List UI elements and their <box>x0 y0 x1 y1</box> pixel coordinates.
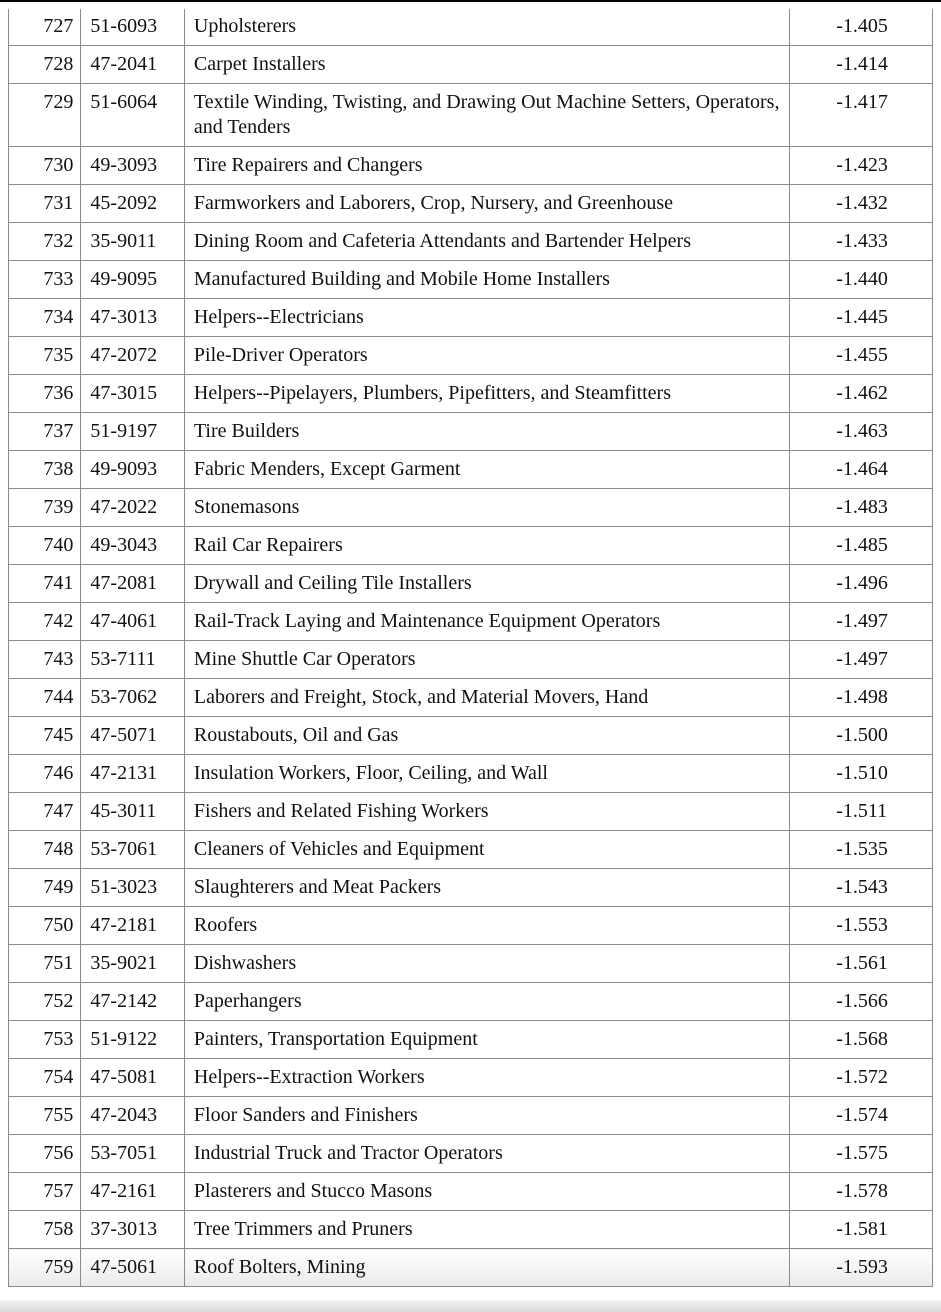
soc-code-cell: 47-3013 <box>81 299 184 337</box>
table-row <box>9 755 933 793</box>
soc-code-cell: 47-2072 <box>81 337 184 375</box>
score-cell: -1.566 <box>790 983 933 1021</box>
occupation-title-cell: Fishers and Related Fishing Workers <box>184 793 789 831</box>
soc-code-cell: 47-2081 <box>81 565 184 603</box>
occupation-title-cell: Tree Trimmers and Pruners <box>184 1211 789 1249</box>
occupation-title-cell: Insulation Workers, Floor, Ceiling, and Wall <box>184 755 789 793</box>
rank-cell: 730 <box>9 147 81 185</box>
table-row <box>9 337 933 375</box>
occupation-title-cell: Rail Car Repairers <box>184 527 789 565</box>
score-cell: -1.578 <box>790 1173 933 1211</box>
table-row <box>9 147 933 185</box>
rank-cell: 758 <box>9 1211 81 1249</box>
occupation-title-cell: Roustabouts, Oil and Gas <box>184 717 789 755</box>
occupation-title-cell: Dishwashers <box>184 945 789 983</box>
rank-cell: 736 <box>9 375 81 413</box>
table-row <box>9 983 933 1021</box>
score-cell: -1.405 <box>790 9 933 46</box>
table-row <box>9 84 933 147</box>
soc-code-cell: 51-3023 <box>81 869 184 907</box>
rank-cell: 755 <box>9 1097 81 1135</box>
rank-cell: 733 <box>9 261 81 299</box>
rank-cell: 757 <box>9 1173 81 1211</box>
rank-cell: 734 <box>9 299 81 337</box>
soc-code-cell: 47-2142 <box>81 983 184 1021</box>
rank-cell: 750 <box>9 907 81 945</box>
table-row <box>9 869 933 907</box>
rank-cell: 754 <box>9 1059 81 1097</box>
table-row <box>9 793 933 831</box>
soc-code-cell: 47-2181 <box>81 907 184 945</box>
rank-cell: 745 <box>9 717 81 755</box>
soc-code-cell: 53-7062 <box>81 679 184 717</box>
soc-code-cell: 37-3013 <box>81 1211 184 1249</box>
occupation-title-cell: Fabric Menders, Except Garment <box>184 451 789 489</box>
soc-code-cell: 49-3043 <box>81 527 184 565</box>
score-cell: -1.455 <box>790 337 933 375</box>
soc-code-cell: 49-9095 <box>81 261 184 299</box>
score-cell: -1.553 <box>790 907 933 945</box>
rank-cell: 751 <box>9 945 81 983</box>
table-row <box>9 1059 933 1097</box>
score-cell: -1.568 <box>790 1021 933 1059</box>
soc-code-cell: 45-3011 <box>81 793 184 831</box>
occupation-title-cell: Dining Room and Cafeteria Attendants and Bartender Helpers <box>184 223 789 261</box>
rank-cell: 728 <box>9 46 81 84</box>
score-cell: -1.593 <box>790 1249 933 1287</box>
table-row <box>9 299 933 337</box>
occupation-table <box>8 9 933 1287</box>
score-cell: -1.485 <box>790 527 933 565</box>
occupation-title-cell: Drywall and Ceiling Tile Installers <box>184 565 789 603</box>
rank-cell: 731 <box>9 185 81 223</box>
rank-cell: 746 <box>9 755 81 793</box>
table-row <box>9 185 933 223</box>
table-row <box>9 1173 933 1211</box>
occupation-title-cell: Mine Shuttle Car Operators <box>184 641 789 679</box>
occupation-title-cell: Plasterers and Stucco Masons <box>184 1173 789 1211</box>
rank-cell: 740 <box>9 527 81 565</box>
soc-code-cell: 53-7061 <box>81 831 184 869</box>
rank-cell: 753 <box>9 1021 81 1059</box>
occupation-title-cell: Roofers <box>184 907 789 945</box>
occupation-title-cell: Helpers--Pipelayers, Plumbers, Pipefitters, and Steamfitters <box>184 375 789 413</box>
table-row <box>9 1021 933 1059</box>
score-cell: -1.511 <box>790 793 933 831</box>
score-cell: -1.445 <box>790 299 933 337</box>
occupation-title-cell: Carpet Installers <box>184 46 789 84</box>
table-row <box>9 375 933 413</box>
soc-code-cell: 35-9021 <box>81 945 184 983</box>
soc-code-cell: 47-5061 <box>81 1249 184 1287</box>
soc-code-cell: 51-9122 <box>81 1021 184 1059</box>
score-cell: -1.575 <box>790 1135 933 1173</box>
soc-code-cell: 47-2161 <box>81 1173 184 1211</box>
occupation-title-cell: Floor Sanders and Finishers <box>184 1097 789 1135</box>
occupation-title-cell: Industrial Truck and Tractor Operators <box>184 1135 789 1173</box>
score-cell: -1.574 <box>790 1097 933 1135</box>
score-cell: -1.464 <box>790 451 933 489</box>
table-row <box>9 261 933 299</box>
occupation-title-cell: Farmworkers and Laborers, Crop, Nursery, and Greenhouse <box>184 185 789 223</box>
soc-code-cell: 47-2131 <box>81 755 184 793</box>
score-cell: -1.497 <box>790 641 933 679</box>
table-row <box>9 907 933 945</box>
soc-code-cell: 47-5071 <box>81 717 184 755</box>
soc-code-cell: 47-3015 <box>81 375 184 413</box>
rank-cell: 727 <box>9 9 81 46</box>
table-row <box>9 565 933 603</box>
table-row <box>9 679 933 717</box>
score-cell: -1.535 <box>790 831 933 869</box>
rank-cell: 756 <box>9 1135 81 1173</box>
score-cell: -1.561 <box>790 945 933 983</box>
score-cell: -1.433 <box>790 223 933 261</box>
occupation-title-cell: Helpers--Electricians <box>184 299 789 337</box>
rank-cell: 759 <box>9 1249 81 1287</box>
table-row <box>9 1097 933 1135</box>
occupation-title-cell: Pile-Driver Operators <box>184 337 789 375</box>
score-cell: -1.581 <box>790 1211 933 1249</box>
table-row <box>9 527 933 565</box>
score-cell: -1.497 <box>790 603 933 641</box>
occupation-title-cell: Roof Bolters, Mining <box>184 1249 789 1287</box>
bottom-edge-shade <box>0 1300 941 1312</box>
table-row <box>9 451 933 489</box>
score-cell: -1.440 <box>790 261 933 299</box>
occupation-title-cell: Rail-Track Laying and Maintenance Equipment Operators <box>184 603 789 641</box>
occupation-title-cell: Textile Winding, Twisting, and Drawing Out Machine Setters, Operators, and Tenders <box>184 84 789 147</box>
occupation-title-cell: Cleaners of Vehicles and Equipment <box>184 831 789 869</box>
soc-code-cell: 51-6064 <box>81 84 184 147</box>
rank-cell: 739 <box>9 489 81 527</box>
table-row <box>9 831 933 869</box>
occupation-title-cell: Stonemasons <box>184 489 789 527</box>
rank-cell: 737 <box>9 413 81 451</box>
occupation-title-cell: Laborers and Freight, Stock, and Material Movers, Hand <box>184 679 789 717</box>
soc-code-cell: 53-7051 <box>81 1135 184 1173</box>
occupation-title-cell: Manufactured Building and Mobile Home Installers <box>184 261 789 299</box>
soc-code-cell: 53-7111 <box>81 641 184 679</box>
soc-code-cell: 51-9197 <box>81 413 184 451</box>
occupation-title-cell: Slaughterers and Meat Packers <box>184 869 789 907</box>
table-row <box>9 717 933 755</box>
occupation-table-body <box>9 9 933 1287</box>
top-rule <box>0 0 941 2</box>
occupation-title-cell: Tire Repairers and Changers <box>184 147 789 185</box>
occupation-title-cell: Helpers--Extraction Workers <box>184 1059 789 1097</box>
table-row <box>9 489 933 527</box>
score-cell: -1.496 <box>790 565 933 603</box>
rank-cell: 735 <box>9 337 81 375</box>
table-row <box>9 413 933 451</box>
score-cell: -1.498 <box>790 679 933 717</box>
table-row <box>9 46 933 84</box>
rank-cell: 744 <box>9 679 81 717</box>
rank-cell: 738 <box>9 451 81 489</box>
rank-cell: 732 <box>9 223 81 261</box>
score-cell: -1.462 <box>790 375 933 413</box>
soc-code-cell: 49-3093 <box>81 147 184 185</box>
rank-cell: 749 <box>9 869 81 907</box>
score-cell: -1.483 <box>790 489 933 527</box>
soc-code-cell: 47-4061 <box>81 603 184 641</box>
table-row <box>9 641 933 679</box>
soc-code-cell: 47-2022 <box>81 489 184 527</box>
soc-code-cell: 47-5081 <box>81 1059 184 1097</box>
rank-cell: 748 <box>9 831 81 869</box>
rank-cell: 743 <box>9 641 81 679</box>
score-cell: -1.543 <box>790 869 933 907</box>
rank-cell: 752 <box>9 983 81 1021</box>
soc-code-cell: 51-6093 <box>81 9 184 46</box>
table-row <box>9 9 933 46</box>
score-cell: -1.417 <box>790 84 933 147</box>
soc-code-cell: 45-2092 <box>81 185 184 223</box>
soc-code-cell: 47-2043 <box>81 1097 184 1135</box>
table-row <box>9 945 933 983</box>
score-cell: -1.423 <box>790 147 933 185</box>
rank-cell: 741 <box>9 565 81 603</box>
score-cell: -1.463 <box>790 413 933 451</box>
rank-cell: 742 <box>9 603 81 641</box>
rank-cell: 729 <box>9 84 81 147</box>
soc-code-cell: 35-9011 <box>81 223 184 261</box>
table-row <box>9 223 933 261</box>
soc-code-cell: 47-2041 <box>81 46 184 84</box>
table-row <box>9 1135 933 1173</box>
table-row <box>9 603 933 641</box>
score-cell: -1.572 <box>790 1059 933 1097</box>
soc-code-cell: 49-9093 <box>81 451 184 489</box>
score-cell: -1.510 <box>790 755 933 793</box>
occupation-title-cell: Tire Builders <box>184 413 789 451</box>
occupation-title-cell: Paperhangers <box>184 983 789 1021</box>
rank-cell: 747 <box>9 793 81 831</box>
score-cell: -1.500 <box>790 717 933 755</box>
table-row <box>9 1249 933 1287</box>
occupation-title-cell: Upholsterers <box>184 9 789 46</box>
score-cell: -1.414 <box>790 46 933 84</box>
occupation-title-cell: Painters, Transportation Equipment <box>184 1021 789 1059</box>
table-row <box>9 1211 933 1249</box>
score-cell: -1.432 <box>790 185 933 223</box>
